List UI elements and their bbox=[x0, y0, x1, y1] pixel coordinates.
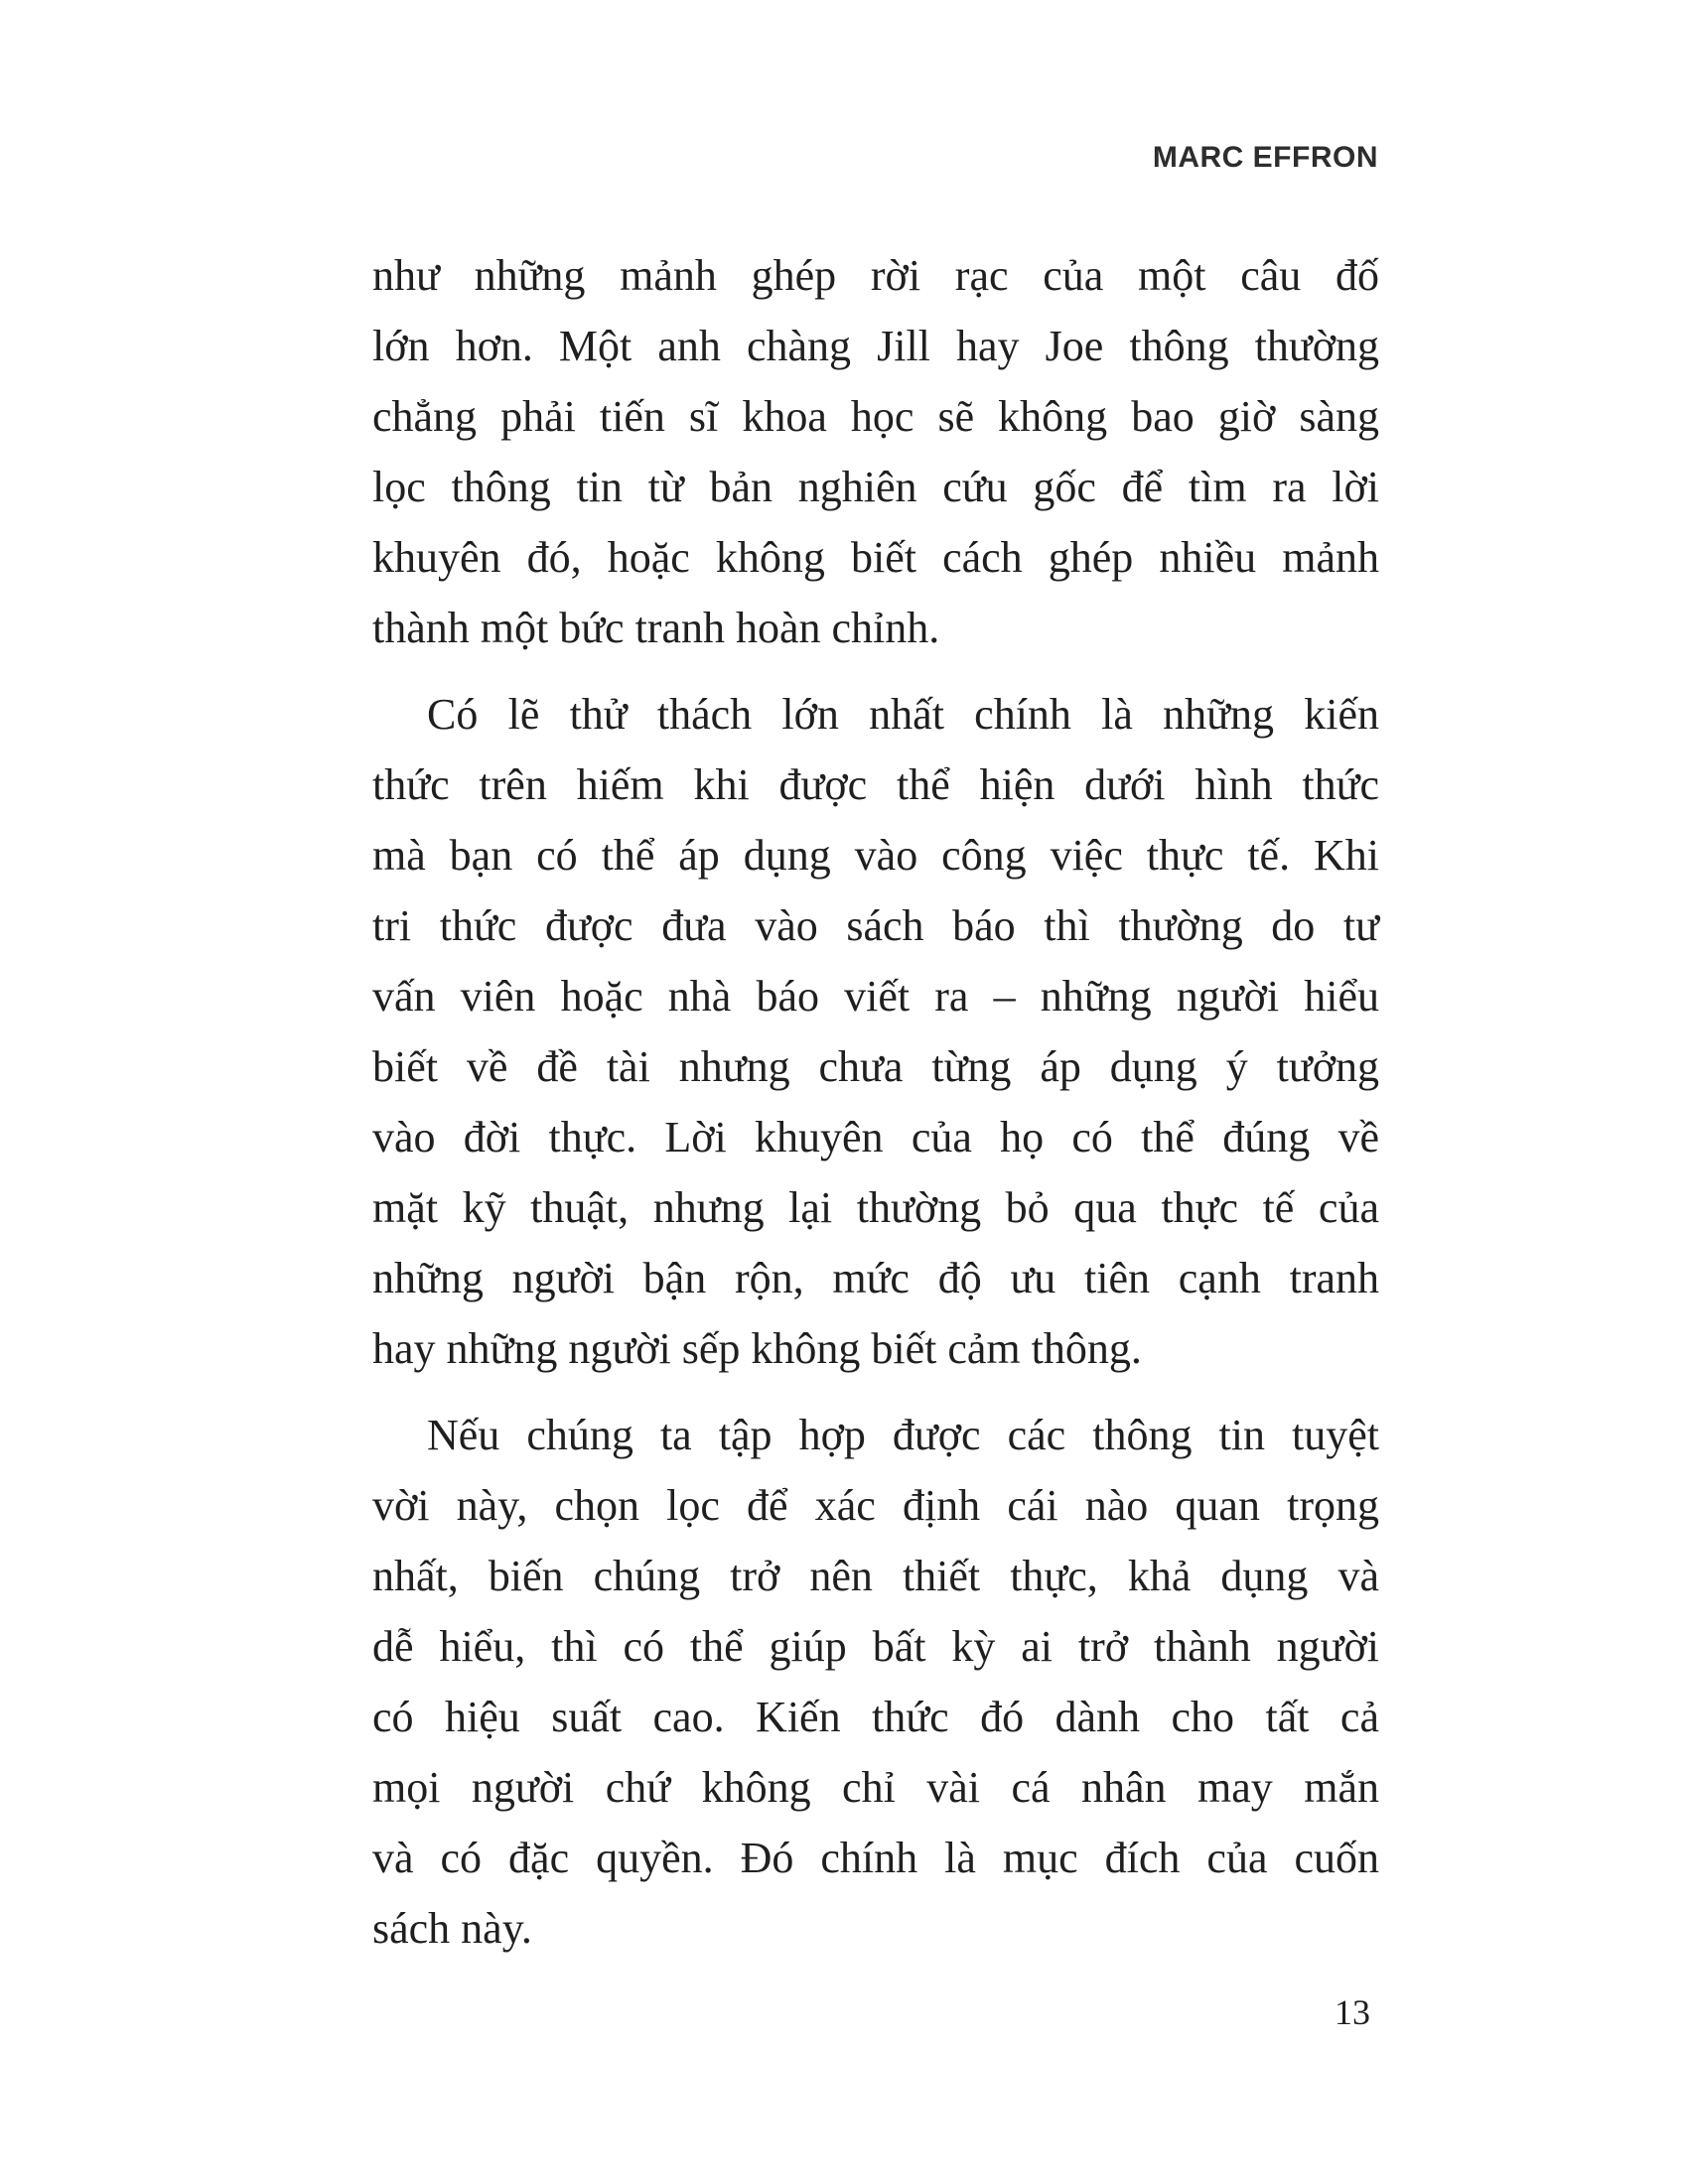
paragraph bbox=[372, 679, 1379, 1384]
text-line: thức trên hiếm khi được thể hiện dưới hình thức bbox=[372, 760, 1379, 809]
text-line: mọi người chứ không chỉ vài cá nhân may mắn bbox=[372, 1763, 1379, 1812]
text-line: vào đời thực. Lời khuyên của họ có thể đúng về bbox=[372, 1113, 1379, 1161]
text-line: lọc thông tin từ bản nghiên cứu gốc để tìm ra lời bbox=[372, 463, 1379, 511]
page-number: 13 bbox=[1335, 1992, 1370, 2032]
text-line: và có đặc quyền. Đó chính là mục đích của cuốn bbox=[372, 1834, 1379, 1882]
text-line: nhất, biến chúng trở nên thiết thực, khả dụng và bbox=[372, 1552, 1379, 1600]
text-line: khuyên đó, hoặc không biết cách ghép nhiều mảnh bbox=[372, 533, 1379, 582]
text-line: những người bận rộn, mức độ ưu tiên cạnh tranh bbox=[372, 1254, 1379, 1302]
paragraph bbox=[372, 240, 1379, 663]
text-line: chẳng phải tiến sĩ khoa học sẽ không bao giờ sàng bbox=[372, 392, 1379, 441]
text-line: Nếu chúng ta tập hợp được các thông tin tuyệt bbox=[427, 1411, 1379, 1459]
text-line: lớn hơn. Một anh chàng Jill hay Joe thông thường bbox=[372, 322, 1379, 370]
text-line: dễ hiểu, thì có thể giúp bất kỳ ai trở thành người bbox=[372, 1622, 1379, 1671]
text-line: sách này. bbox=[372, 1904, 532, 1953]
body-text bbox=[372, 240, 1379, 1964]
text-line: vấn viên hoặc nhà báo viết ra – những người hiểu bbox=[372, 972, 1379, 1021]
text-line: tri thức được đưa vào sách báo thì thường do tư bbox=[372, 901, 1379, 950]
text-line: hay những người sếp không biết cảm thông. bbox=[372, 1324, 1142, 1373]
paragraph bbox=[372, 1400, 1379, 1964]
text-line: vời này, chọn lọc để xác định cái nào quan trọng bbox=[372, 1481, 1379, 1530]
text-line: như những mảnh ghép rời rạc của một câu đố bbox=[372, 251, 1379, 300]
running-header: MARC EFFRON bbox=[1152, 141, 1378, 174]
text-line: Có lẽ thử thách lớn nhất chính là những kiến bbox=[427, 690, 1379, 739]
text-line: có hiệu suất cao. Kiến thức đó dành cho tất cả bbox=[372, 1693, 1379, 1741]
text-line: mà bạn có thể áp dụng vào công việc thực tế. Khi bbox=[372, 831, 1379, 880]
text-line: thành một bức tranh hoàn chỉnh. bbox=[372, 604, 940, 652]
text-line: biết về đề tài nhưng chưa từng áp dụng ý tưởng bbox=[372, 1042, 1379, 1091]
text-line: mặt kỹ thuật, nhưng lại thường bỏ qua thực tế của bbox=[372, 1183, 1379, 1232]
